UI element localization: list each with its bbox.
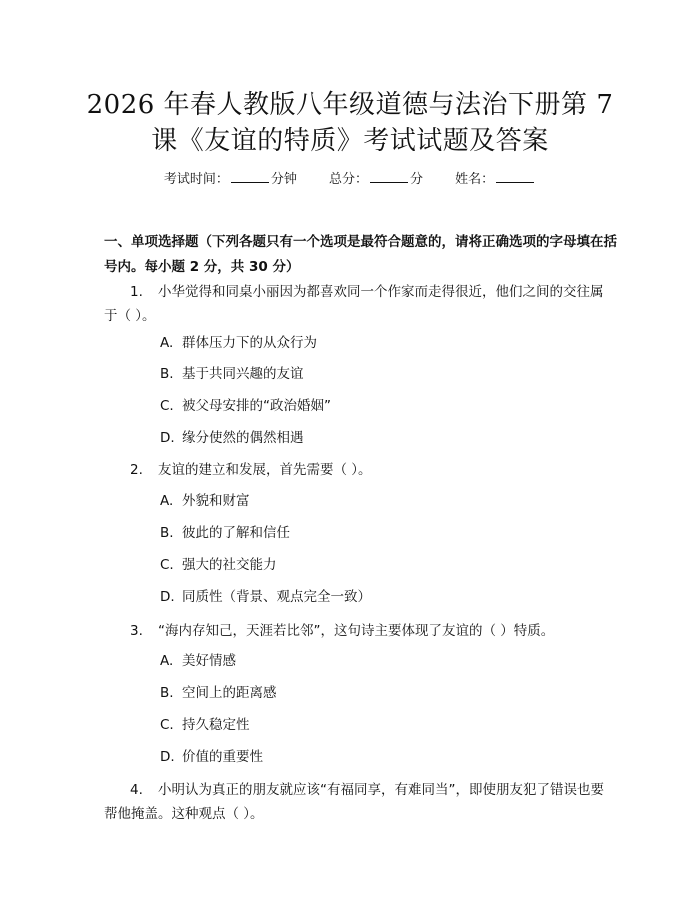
option-text: 强大的社交能力 [182, 557, 277, 573]
question-2-option-c [160, 555, 277, 575]
question-1-option-c [160, 396, 331, 416]
option-text: 价值的重要性 [182, 749, 263, 765]
section-heading: 一、单项选择题（下列各题只有一个选项是最符合题意的，请将正确选项的字母填在括号内。每小题 2 分，共 30 分） [104, 234, 617, 275]
question-1-option-b [160, 364, 304, 384]
option-letter: C. [160, 717, 174, 733]
question-3-option-c [160, 715, 250, 735]
question-1-option-a [160, 333, 317, 353]
total-score-unit: 分 [410, 172, 424, 187]
option-letter: B. [160, 525, 174, 541]
student-name-field [455, 168, 536, 187]
page-title-line-1: 2026 年春人教版八年级道德与法治下册第 7 [86, 90, 614, 120]
question-1-option-d [160, 428, 304, 448]
question-text: 友谊的建立和发展，首先需要（ ）。 [158, 462, 372, 478]
option-letter: C. [160, 398, 174, 414]
total-score-field [329, 168, 423, 187]
question-3-option-b [160, 683, 277, 703]
question-1 [104, 280, 604, 328]
exam-time-unit: 分钟 [270, 172, 297, 187]
question-4 [104, 778, 604, 826]
student-name-blank [496, 171, 534, 183]
question-2-option-d [160, 587, 371, 607]
question-number: 1. [130, 284, 143, 300]
option-text: 持久稳定性 [182, 717, 250, 733]
question-3-option-a [160, 651, 236, 671]
exam-time-field [164, 168, 297, 187]
option-text: 基于共同兴趣的友谊 [182, 366, 304, 382]
total-score-label: 总分： [328, 172, 368, 187]
question-text: “海内存知己，天涯若比邻”，这句诗主要体现了友谊的（ ）特质。 [158, 623, 555, 639]
question-2 [104, 458, 604, 482]
option-letter: A. [160, 335, 174, 351]
question-number: 2. [130, 462, 143, 478]
option-letter: D. [160, 749, 175, 765]
option-text: 群体压力下的从众行为 [182, 335, 317, 351]
question-3 [104, 619, 604, 643]
question-text: 小明认为真正的朋友就应该“有福同享，有难同当”，即使朋友犯了错误也要帮他掩盖。这种观点（ ）。 [104, 782, 604, 822]
page-title-line-2: 课《友谊的特质》考试试题及答案 [151, 126, 549, 156]
total-score-blank [370, 171, 408, 183]
exam-time-blank [231, 171, 269, 183]
question-3-option-d [160, 747, 263, 767]
option-letter: C. [160, 557, 174, 573]
option-letter: A. [160, 493, 174, 509]
option-text: 外貌和财富 [182, 493, 250, 509]
option-letter: D. [160, 589, 175, 605]
option-letter: A. [160, 653, 174, 669]
question-2-option-a [160, 491, 250, 511]
option-text: 被父母安排的“政治婚姻” [182, 398, 331, 414]
option-letter: D. [160, 430, 175, 446]
option-text: 彼此的了解和信任 [182, 525, 290, 541]
question-number: 3. [130, 623, 143, 639]
option-text: 空间上的距离感 [182, 685, 277, 701]
question-number: 4. [130, 782, 143, 798]
option-letter: B. [160, 685, 174, 701]
option-text: 缘分使然的偶然相遇 [182, 430, 304, 446]
question-text: 小华觉得和同桌小丽因为都喜欢同一个作家而走得很近，他们之间的交往属于（ ）。 [104, 284, 604, 324]
option-text: 美好情感 [182, 653, 236, 669]
student-name-label: 姓名： [455, 172, 495, 187]
option-text: 同质性（背景、观点完全一致） [182, 589, 371, 605]
exam-info-row [0, 168, 700, 187]
option-letter: B. [160, 366, 174, 382]
exam-time-label: 考试时间： [163, 172, 229, 187]
question-2-option-b [160, 523, 290, 543]
